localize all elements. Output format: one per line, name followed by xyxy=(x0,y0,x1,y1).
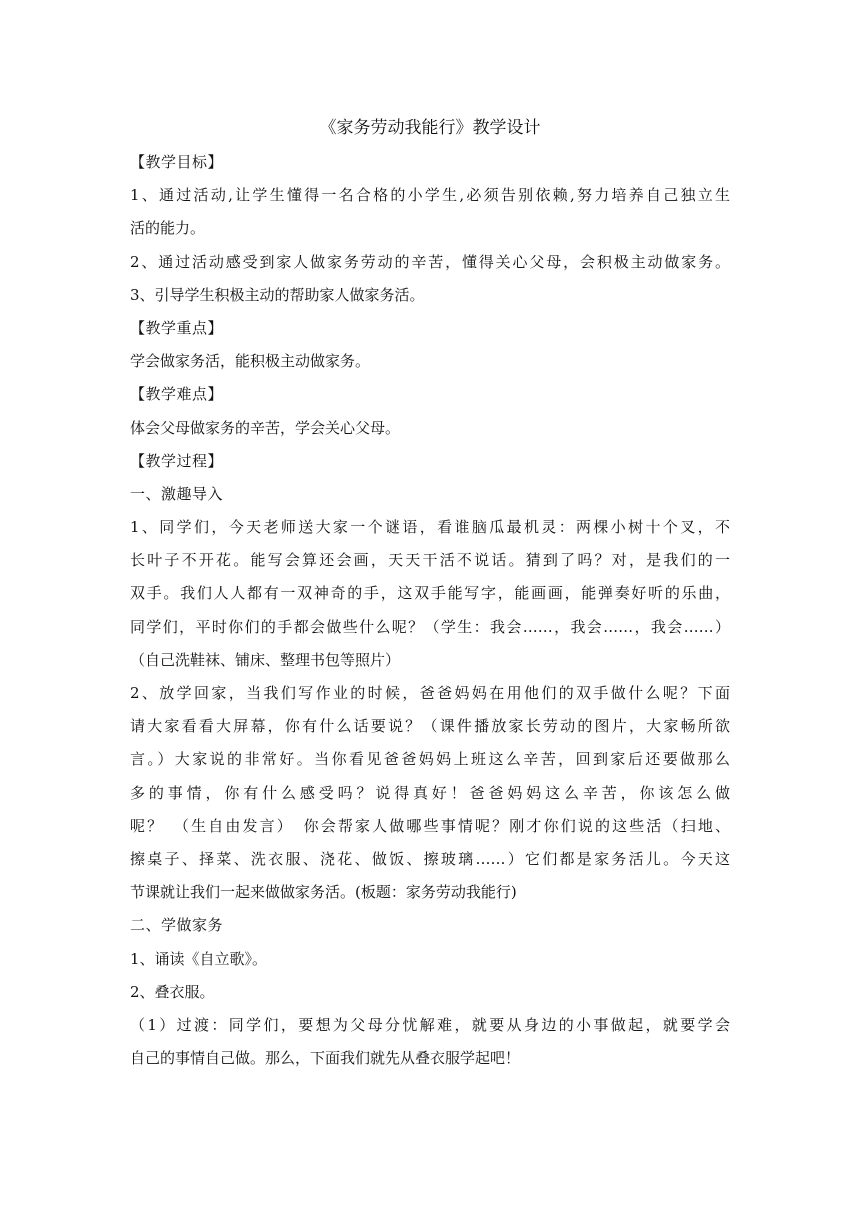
text-line: 节课就让我们一起来做做家务活。(板题：家务劳动我能行) xyxy=(130,883,517,902)
part-heading-intro: 一、激趣导入 xyxy=(130,484,224,503)
goal-item-1 xyxy=(130,179,730,245)
document-body xyxy=(130,112,730,1075)
section-heading-difficulty: 【教学难点】 xyxy=(130,385,224,404)
intro-paragraph-2 xyxy=(130,677,730,909)
housework-item-2 xyxy=(130,976,730,1009)
goal-item-2 xyxy=(130,246,730,279)
intro-paragraph-1 xyxy=(130,511,730,677)
text-line: 擦桌子、择菜、洗衣服、浇花、做饭、擦玻璃……）它们都是家务活儿。今天这 xyxy=(130,849,730,868)
text-line: （1）过渡：同学们，要想为父母分忧解难，就要从身边的小事做起，就要学会 xyxy=(130,1015,730,1034)
text-line: 1、通过活动,让学生懂得一名合格的小学生,必须告别依赖,努力培养自己独立生 xyxy=(130,186,730,205)
text-line: 请大家看看大屏幕，你有什么话要说？（课件播放家长劳动的图片，大家畅所欲 xyxy=(130,717,730,736)
text-line: 2、叠衣服。 xyxy=(130,982,215,1001)
text-line: 1、诵读《自立歌》。 xyxy=(130,949,268,968)
housework-item-2-sub-1 xyxy=(130,1009,730,1075)
text-line: 呢？ （生自由发言） 你会帮家人做哪些事情呢？刚才你们说的这些活（扫地、 xyxy=(130,816,730,835)
text-line: 学会做家务活，能积极主动做家务。 xyxy=(130,352,371,371)
text-line: 多的事情，你有什么感受吗？说得真好！爸爸妈妈这么辛苦，你该怎么做 xyxy=(130,783,730,802)
focus-text xyxy=(130,345,730,378)
part-heading-housework: 二、学做家务 xyxy=(130,916,224,935)
text-line: 2、放学回家，当我们写作业的时候，爸爸妈妈在用他们的双手做什么呢？下面 xyxy=(130,684,730,702)
text-line: 2、通过活动感受到家人做家务劳动的辛苦，懂得关心父母，会积极主动做家务。 xyxy=(130,252,730,271)
section-heading-goals: 【教学目标】 xyxy=(130,153,224,171)
text-line: 活的能力。 xyxy=(130,219,206,238)
text-line: （自己洗鞋袜、铺床、整理书包等照片） xyxy=(130,650,401,669)
text-line: 1、同学们，今天老师送大家一个谜语，看谁脑瓜最机灵：两棵小树十个叉，不 xyxy=(130,518,730,537)
text-line: 3、引导学生积极主动的帮助家人做家务活。 xyxy=(130,285,425,304)
section-heading-focus: 【教学重点】 xyxy=(130,318,224,337)
text-line: 言。）大家说的非常好。当你看见爸爸妈妈上班这么辛苦，回到家后还要做那么 xyxy=(130,750,730,769)
text-line: 同学们，平时你们的手都会做些什么呢？（学生：我会……，我会……，我会……） xyxy=(130,617,730,636)
section-heading-process: 【教学过程】 xyxy=(130,451,224,470)
document-title: 《家务劳动我能行》教学设计 xyxy=(319,118,541,138)
text-line: 双手。我们人人都有一双神奇的手，这双手能写字，能画画，能弹奏好听的乐曲， xyxy=(130,584,730,603)
text-line: 长叶子不开花。能写会算还会画，天天干活不说话。猜到了吗？对，是我们的一 xyxy=(130,551,730,570)
text-line: 自己的事情自己做。那么，下面我们就先从叠衣服学起吧！ xyxy=(130,1049,521,1068)
difficulty-text xyxy=(130,412,730,445)
goal-item-3 xyxy=(130,279,730,312)
housework-item-1 xyxy=(130,943,730,976)
text-line: 体会父母做家务的辛苦，学会关心父母。 xyxy=(130,418,401,437)
